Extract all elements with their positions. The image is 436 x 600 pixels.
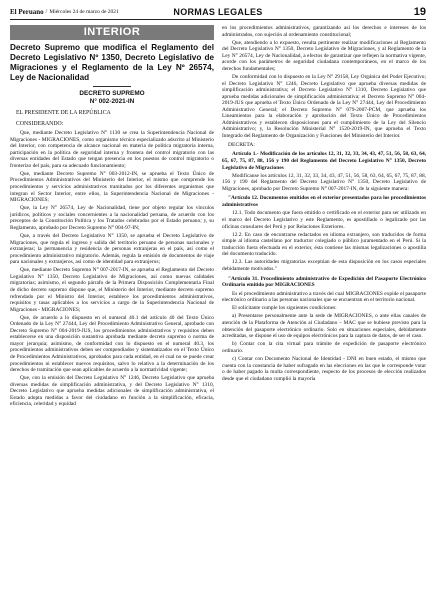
- decree-number: N° 002-2021-IN: [89, 97, 135, 105]
- paragraph: en los procedimientos administrativos, garantizando así los derechos e intereses de los administrados, con sujeción al ordenamiento constitucional;: [222, 25, 426, 38]
- decreta-label: DECRETA:: [228, 142, 255, 149]
- paragraph: Que, atendiendo a lo expuesto, resulta pertinente realizar modificaciones al Reglamento del Decreto Legislativo N° 1350, Decreto Legislativo de Migraciones, y al Reglamento de la Ley N° 26574, Ley de Nacionalidad, a efectos de garantizar que reflejen la normativa vigente, acorde con los parámetros de seguridad ciudadana contemporáneos, en el marco de los derechos fundamentales;: [222, 39, 426, 72]
- paragraph: Que, de acuerdo a lo dispuesto en el numeral 40.1 del artículo 40 del Texto Único Ordenado de la Ley N° 27444, Ley del Procedimiento Administrativo General, aprobado con Decreto Supremo N° 004-2019-JUS, los procedimientos administrativos y requisitos deben establecerse en una disposición sustantiva aprobada mediante decreto supremo o norma de mayor jerarquía; asimismo, de conformidad con lo dispuesto en el numeral 40.3, los procedimientos administrativos deben ser compendiados y sistematizados en el Texto Único de Procedimientos Administrativos, aprobados para cada entidad, en el cual no se puede crear procedimientos ni establecer nuevos requisitos, salvo lo relativo a la determinación de los derechos de tramitación que sean aplicables de acuerdo a la normatividad vigente;: [10, 314, 214, 374]
- masthead-separator: /: [45, 8, 48, 15]
- considerando-label: CONSIDERANDO:: [16, 121, 64, 127]
- document-title: Decreto Supremo que modifica el Reglamento del Decreto Legislativo Nº 1350, Decreto Legislativo de Migraciones y el Reglamento de la Ley Nº 26574, Ley de Nacionalidad: [10, 43, 214, 82]
- title-divider: [93, 86, 131, 87]
- paragraph: Que, a través del Decreto Legislativo N° 1350, se aprueba el Decreto Legislativo de Migraciones, que regula el ingreso y salida del territorio peruano de personas nacionales y extranjeras; la permanencia y residencia de personas extranjeras en el país, así como el procedimiento administrativo migratorio. Además, regula la emisión de documentos de viaje para nacionales y extranjeros, así como de identidad para extranjeros;: [10, 232, 214, 266]
- article-heading: Artículo 1.- Modificación de los artículos 12, 31, 32, 33, 34, 43, 47, 51, 56, 58, 63, 64, 65, 67, 75, 87, 88, 156 y 190 del Reglamento del Decreto Legislativo N° 1350, Decreto Legislativo de Migraciones: [222, 151, 426, 171]
- paragraph: Que, la Ley N° 26574, Ley de Nacionalidad, tiene por objeto regular los vínculos jurídicos, políticos y sociales concernientes a la nacionalidad peruana, de acuerdo con los preceptos de la Constitución Política y los Tratados celebrados por el Estado peruano; y, su Reglamento, aprobado por Decreto Supremo N° 004-97-IN;: [10, 205, 214, 231]
- article-12-paragraph: 12.1. Todo documento que fuera emitido o certificado en el exterior para ser utilizado en el marco del Decreto Legislativo y este Reglamento, es apostillado o legalizado por las oficinas consulares del Perú y por Relaciones Exteriores.: [222, 210, 426, 230]
- section-name: NORMAS LEGALES: [173, 6, 263, 17]
- paragraph: De conformidad con lo dispuesto en la Ley N° 29158, Ley Orgánica del Poder Ejecutivo; el Decreto Legislativo N° 1246, Decreto Legislativo que aprueba diversas medidas de simplificación administrativa; el Decreto Legislativo N° 1310, Decreto Legislativo que aprueba medidas adicionales de simplificación administrativa; el Decreto Supremo N° 004-2019-JUS que aprueba el Texto Único Ordenado de la Ley N° 27444, Ley del Procedimiento Administrativo General; el Decreto Supremo N° 079-2007-PCM, que aprueba los Lineamientos para la elaboración y aprobación del Texto Único de Procedimientos Administrativos y establecen disposiciones para el cumplimiento de la Ley del Silencio Administrativo; y, la Resolución Ministerial N° 1520-2019-IN, que aprueba el Texto Integrado del Reglamento de Organización y Funciones del Ministerio del Interior.: [222, 74, 426, 139]
- paragraph: Que, con la emisión del Decreto Legislativo N° 1246, Decreto Legislativo que aprueba diversas medidas de simplificación administrativa, y del Decreto Legislativo N° 1310, Decreto Legislativo que aprueba medidas adicionales de simplificación administrativa, el Estado adopta medidas a favor del ciudadano en función a la simplificación, eficacia, eficiencia, celeridad y equidad: [10, 375, 214, 408]
- article-31-paragraph: b) Contar con la cita virtual para trámite de expedición de pasaporte electrónico ordinario.: [222, 341, 426, 354]
- article-12-heading: "Artículo 12. Documentos emitidos en el exterior presentados para los procedimientos administrativos: [222, 195, 426, 208]
- column-left: [10, 25, 214, 597]
- article-31-paragraph: c) Contar con Documento Nacional de Identidad - DNI en buen estado, el mismo que cuenta con la constancia de haber sufragado en las elecciones en las que le corresponde votar o de haber pagado la multa correspondiente, respecto de los procesos de elección realizados desde que el ciudadano cumplió la mayoría: [222, 355, 426, 382]
- issue-date: Miércoles 24 de marzo de 2021: [49, 8, 119, 15]
- article-31-paragraph: Es el procedimiento administrativo a través del cual MIGRACIONES expide el pasaporte electrónico ordinario a las personas nacionales que se encuentran en el territorio nacional.: [222, 290, 426, 304]
- paragraph: Que, mediante Decreto Supremo N° 003-2012-IN, se aprueba el Texto Único de Procedimientos Administrativos del Ministerio del Interior, el mismo que comprende los procedimientos y servicios administrativos tramitados por los diferentes organismos que integran el Sector Interior, entre ellos, la Superintendencia Nacional de Migraciones - MIGRACIONES;: [10, 170, 214, 204]
- paragraph: Que, mediante Decreto Legislativo N° 1130 se crea la Superintendencia Nacional de Migraciones - MIGRACIONES, como organismo técnico especializado adscrito al Ministerio del Interior, con competencia de alcance nacional en materia de política migratoria interna, participación en la política de seguridad interna y frontera del control migratorio con las diversas entidades del Estado que tengan presencia en los puestos de control migratorio o fronterizo del país, para su adecuado funcionamiento;: [10, 130, 214, 169]
- article-body: Modifícanse los artículos 12, 31, 32, 33, 34, 43, 47, 51, 56, 58, 63, 64, 65, 67, 75, 87, 88, 156 y 190 del Reglamento del Decreto Legislativo N° 1350, Decreto Legislativo de Migraciones, aprobado por Decreto Supremo N° 007-2017-IN, de la siguiente manera:: [222, 172, 426, 192]
- masthead-left: [10, 8, 163, 16]
- brand-logo: El Peruano: [10, 7, 44, 16]
- decree-name: DECRETO SUPREMO: [79, 90, 145, 97]
- column-right: [222, 25, 426, 597]
- section-bar: INTERIOR: [10, 25, 214, 40]
- paragraph: Que, mediante Decreto Supremo N° 007-2017-IN, se aprueba el Reglamento del Decreto Legislativo N° 1350, Decreto Legislativo de Migraciones, así como nuevas calidades migratorias; asimismo, el segundo párrafo de la Primera Disposición Complementaria Final de dicho decreto supremo dispone que, el Ministerio del Interior, mediante decreto supremo refrendado por el Ministro del Interior, establece los procedimientos administrativos, requisitos y tasas aplicables a los servicios a cargo de la Superintendencia Nacional de Migraciones - MIGRACIONES;: [10, 267, 214, 313]
- page-number: 19: [413, 5, 426, 18]
- article-12-paragraph: 12.3. Las autoridades migratorias exceptúan de esta disposición en los casos especiales debidamente motivados.": [222, 259, 426, 273]
- page-columns: [10, 25, 426, 597]
- president-line: EL PRESIDENTE DE LA REPÚBLICA: [16, 110, 111, 116]
- article-31-paragraph: a) Presentarse personalmente ante la sede de MIGRACIONES, o ante ellas canales de atención de la Plataforma de Atención al Ciudadano – MAC que se hubiese previsto para la obtención del pasaporte electrónico ordinario. Solo en situaciones especiales, debidamente acreditadas, se dispone el uso de equipos electrónicos para la captura de datos, de ser el caso.: [222, 313, 426, 340]
- article-31-heading: "Artículo 31. Procedimiento administrativo de Expedición del Pasaporte Electrónico Ordinario emitido por MIGRACIONES: [222, 275, 426, 289]
- article-31-paragraph: El solicitante cumple los siguientes condiciones:: [232, 305, 337, 312]
- masthead: [10, 4, 426, 20]
- article-12-paragraph: 12.2. En caso de encontrarse redactados en idioma extranjero, son traducidos de forma simple al idioma castellano por traductor colegiado o público juramentado en el Perú. Si la traducción fuera efectuada en el exterior, ésta contiene las mismas legalizaciones o apostilla del documento traducido.: [222, 231, 426, 258]
